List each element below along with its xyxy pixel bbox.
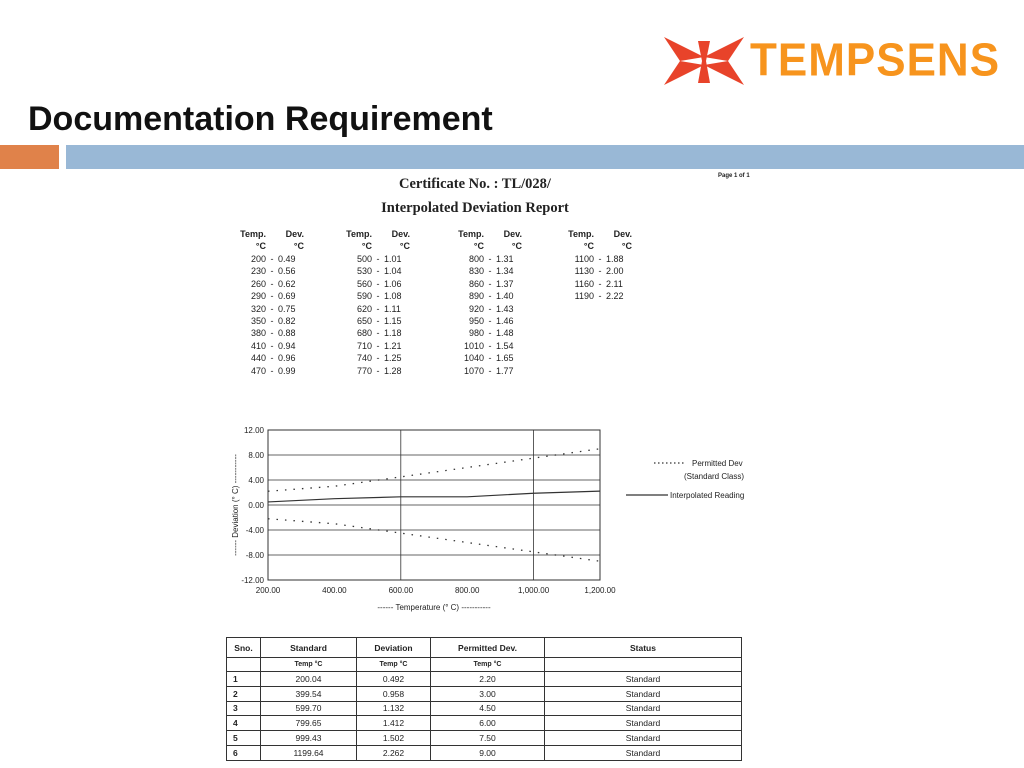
header-deviation: Deviation (357, 638, 431, 658)
deviation-temp: 290 (250, 291, 266, 302)
deviation-temp: 1070 (463, 365, 484, 376)
summary-row (227, 716, 742, 731)
deviation-header-temp: °C (473, 241, 484, 251)
deviation-units (232, 241, 312, 253)
deviation-dash: - (488, 365, 492, 376)
y-tick-label: 0.00 (248, 501, 264, 510)
deviation-value: 1.43 (496, 303, 514, 314)
deviation-chart (228, 420, 768, 618)
deviation-row (450, 352, 530, 364)
x-tick-label: 200.00 (255, 586, 281, 595)
deviation-temp: 920 (468, 303, 484, 314)
deviation-row (338, 290, 418, 302)
standard-cell: 999.43 (261, 731, 357, 746)
deviation-header-dev: °C (293, 241, 304, 251)
deviation-temp: 1190 (574, 291, 594, 302)
status-cell: Standard (545, 716, 742, 731)
deviation-temp: 680 (356, 328, 372, 339)
y-tick-label: 4.00 (248, 476, 264, 485)
deviation-cell: 1.132 (357, 701, 431, 716)
deviation-value: 1.40 (496, 291, 514, 302)
logo-text: TEMPSENS (750, 34, 1001, 87)
deviation-value: 1.54 (496, 340, 514, 351)
standard-cell: 799.65 (261, 716, 357, 731)
deviation-temp: 590 (356, 291, 372, 302)
deviation-row (560, 253, 640, 265)
deviation-row (232, 352, 312, 364)
deviation-value: 2.00 (606, 266, 624, 277)
deviation-row (232, 315, 312, 327)
deviation-cell: 1.412 (357, 716, 431, 731)
unit-cell (545, 658, 742, 672)
deviation-temp: 1160 (574, 278, 594, 289)
deviation-temp: 650 (356, 315, 372, 326)
deviation-temp: 350 (250, 315, 266, 326)
deviation-dash: - (488, 278, 492, 289)
deviation-column (232, 229, 312, 377)
deviation-temp: 320 (250, 303, 266, 314)
status-cell: Standard (545, 701, 742, 716)
x-tick-label: 600.00 (388, 586, 414, 595)
tempsens-star-icon (662, 37, 746, 85)
deviation-dash: - (270, 303, 274, 314)
deviation-value: 1.06 (384, 278, 402, 289)
y-axis-label: ------ Deviation (° C) ----------- (231, 454, 240, 556)
permitted-dev-cell: 2.20 (431, 672, 545, 687)
status-cell: Standard (545, 745, 742, 760)
summary-row (227, 745, 742, 760)
x-tick-label: 800.00 (454, 586, 480, 595)
unit-cell: Temp °C (261, 658, 357, 672)
deviation-dash: - (488, 340, 492, 351)
unit-cell: Temp °C (431, 658, 545, 672)
deviation-dash: - (270, 278, 274, 289)
permitted-dev-cell: 4.50 (431, 701, 545, 716)
deviation-temp: 1100 (574, 254, 594, 264)
deviation-temp: 950 (468, 315, 484, 326)
deviation-header (338, 229, 418, 241)
summary-row (227, 672, 742, 687)
deviation-value: 1.11 (384, 303, 401, 314)
deviation-units (338, 241, 418, 253)
sno-cell: 1 (227, 672, 261, 687)
deviation-column (338, 229, 418, 377)
y-tick-label: -4.00 (245, 526, 264, 535)
summary-unit-row (227, 658, 742, 672)
unit-cell (227, 658, 261, 672)
chart-svg (228, 420, 768, 618)
y-tick-label: 8.00 (248, 451, 264, 460)
header-standard: Standard (261, 638, 357, 658)
summary-table (226, 637, 742, 761)
summary-row (227, 731, 742, 746)
deviation-temp: 410 (250, 340, 266, 351)
page-number: Page 1 of 1 (718, 173, 750, 179)
sno-cell: 5 (227, 731, 261, 746)
deviation-dash: - (270, 291, 274, 302)
deviation-value: 0.99 (278, 365, 296, 376)
deviation-dash: - (488, 266, 492, 277)
deviation-dash: - (376, 303, 380, 314)
deviation-dash: - (488, 315, 492, 326)
series-interpolated-reading (268, 491, 600, 502)
deviation-row (232, 253, 312, 265)
deviation-header-temp: °C (583, 241, 594, 251)
sno-cell: 2 (227, 686, 261, 701)
deviation-row (450, 315, 530, 327)
deviation-value: 0.69 (278, 291, 296, 302)
deviation-temp: 1040 (463, 353, 484, 364)
deviation-row (560, 278, 640, 290)
standard-cell: 399.54 (261, 686, 357, 701)
deviation-dash: - (376, 340, 380, 351)
slide-title: Documentation Requirement (28, 100, 493, 138)
deviation-row (560, 290, 640, 302)
deviation-row (338, 278, 418, 290)
deviation-temp: 770 (356, 365, 372, 376)
permitted-dev-cell: 6.00 (431, 716, 545, 731)
deviation-dash: - (270, 266, 274, 277)
deviation-dash: - (488, 303, 492, 314)
deviation-value: 2.11 (606, 278, 623, 289)
deviation-row (338, 303, 418, 315)
deviation-cell: 0.958 (357, 686, 431, 701)
deviation-temp: 560 (356, 278, 372, 289)
deviation-row (232, 290, 312, 302)
deviation-value: 0.88 (278, 328, 296, 339)
deviation-dash: - (376, 266, 380, 277)
deviation-temp: 530 (356, 266, 372, 277)
summary-row (227, 686, 742, 701)
deviation-temp: 1130 (574, 266, 594, 277)
deviation-row (338, 340, 418, 352)
permitted-dev-cell: 7.50 (431, 731, 545, 746)
deviation-temp: 740 (356, 353, 372, 364)
deviation-value: 0.62 (278, 278, 296, 289)
header-sno: Sno. (227, 638, 261, 658)
deviation-temp: 260 (250, 278, 266, 289)
deviation-value: 1.15 (384, 315, 402, 326)
deviation-dash: - (376, 278, 380, 289)
deviation-units (450, 241, 530, 253)
deviation-row (450, 303, 530, 315)
deviation-dash: - (488, 254, 492, 264)
deviation-header-dev: Dev. (391, 229, 410, 239)
deviation-header-dev: Dev. (503, 229, 522, 239)
status-cell: Standard (545, 686, 742, 701)
deviation-row (450, 278, 530, 290)
deviation-value: 1.88 (606, 254, 624, 264)
deviation-temp: 230 (250, 266, 266, 277)
deviation-temp: 620 (356, 303, 372, 314)
deviation-temp: 500 (356, 254, 372, 264)
deviation-value: 1.37 (496, 278, 514, 289)
deviation-dash: - (270, 365, 274, 376)
deviation-temp: 980 (468, 328, 484, 339)
deviation-value: 0.56 (278, 266, 296, 277)
x-tick-label: 1,200.00 (584, 586, 616, 595)
deviation-dash: - (376, 291, 380, 302)
deviation-dash: - (376, 328, 380, 339)
deviation-value: 1.77 (496, 365, 514, 376)
deviation-value: 0.75 (278, 303, 296, 314)
deviation-row (338, 315, 418, 327)
deviation-dash: - (376, 353, 380, 364)
deviation-value: 0.82 (278, 315, 296, 326)
deviation-dash: - (270, 353, 274, 364)
deviation-header-dev: Dev. (285, 229, 304, 239)
deviation-row (232, 303, 312, 315)
deviation-header-temp: °C (361, 241, 372, 251)
deviation-row (232, 278, 312, 290)
deviation-value: 1.31 (496, 254, 514, 264)
legend-label-permitted-dev: Permitted Dev (692, 459, 743, 468)
deviation-header-temp: Temp. (568, 229, 594, 239)
deviation-temp: 800 (468, 254, 484, 264)
deviation-value: 1.04 (384, 266, 402, 277)
deviation-header-dev: Dev. (613, 229, 632, 239)
deviation-cell: 1.502 (357, 731, 431, 746)
deviation-header-temp: Temp. (240, 229, 266, 239)
deviation-header (450, 229, 530, 241)
deviation-dash: - (488, 328, 492, 339)
deviation-units (560, 241, 640, 253)
deviation-row (338, 352, 418, 364)
legend-label-permitted-dev-class: (Standard Class) (684, 472, 745, 481)
y-tick-label: -12.00 (241, 576, 264, 585)
y-tick-label: 12.00 (243, 426, 264, 435)
deviation-dash: - (376, 254, 380, 264)
deviation-row (232, 265, 312, 277)
deviation-value: 1.01 (384, 254, 402, 264)
deviation-cell: 0.492 (357, 672, 431, 687)
deviation-value: 1.08 (384, 291, 402, 302)
deviation-temp: 440 (250, 353, 266, 364)
permitted-dev-cell: 9.00 (431, 745, 545, 760)
certificate-number: Certificate No. : TL/028/ (399, 176, 551, 192)
deviation-row (450, 327, 530, 339)
sno-cell: 4 (227, 716, 261, 731)
deviation-column (560, 229, 640, 303)
deviation-temp: 860 (468, 278, 484, 289)
deviation-temp: 380 (250, 328, 266, 339)
x-tick-label: 400.00 (322, 586, 347, 595)
deviation-cell: 2.262 (357, 745, 431, 760)
deviation-row (338, 327, 418, 339)
legend-label-interpolated: Interpolated Reading (670, 491, 745, 500)
header-permitted-dev: Permitted Dev. (431, 638, 545, 658)
deviation-dash: - (376, 315, 380, 326)
deviation-header-dev: °C (511, 241, 522, 251)
deviation-row (450, 253, 530, 265)
deviation-temp: 470 (250, 365, 266, 376)
sno-cell: 6 (227, 745, 261, 760)
y-tick-label: -8.00 (245, 551, 264, 560)
deviation-dash: - (270, 254, 274, 264)
accent-bar-orange (0, 145, 59, 169)
deviation-value: 1.48 (496, 328, 514, 339)
deviation-row (338, 253, 418, 265)
standard-cell: 1199.64 (261, 745, 357, 760)
deviation-value: 0.94 (278, 340, 296, 351)
header-status: Status (545, 638, 742, 658)
deviation-header (560, 229, 640, 241)
tempsens-logo (662, 36, 1000, 86)
status-cell: Standard (545, 672, 742, 687)
sno-cell: 3 (227, 701, 261, 716)
deviation-temp: 830 (468, 266, 484, 277)
deviation-dash: - (598, 291, 602, 302)
permitted-dev-cell: 3.00 (431, 686, 545, 701)
status-cell: Standard (545, 731, 742, 746)
deviation-dash: - (270, 328, 274, 339)
deviation-dash: - (598, 254, 602, 264)
deviation-temp: 710 (356, 340, 372, 351)
deviation-row (338, 365, 418, 377)
deviation-header-dev: °C (399, 241, 410, 251)
summary-header-row (227, 638, 742, 658)
x-tick-label: 1,000.00 (518, 586, 550, 595)
deviation-dash: - (270, 340, 274, 351)
deviation-temp: 200 (250, 254, 266, 264)
deviation-row (338, 265, 418, 277)
standard-cell: 599.70 (261, 701, 357, 716)
deviation-value: 1.28 (384, 365, 402, 376)
deviation-temp: 1010 (463, 340, 484, 351)
deviation-dash: - (598, 266, 602, 277)
deviation-header-temp: Temp. (346, 229, 372, 239)
deviation-column (450, 229, 530, 377)
deviation-header-temp: °C (255, 241, 266, 251)
standard-cell: 200.04 (261, 672, 357, 687)
deviation-value: 1.25 (384, 353, 402, 364)
accent-bar-blue (66, 145, 1024, 169)
deviation-dash: - (598, 278, 602, 289)
deviation-value: 1.34 (496, 266, 514, 277)
deviation-value: 0.96 (278, 353, 296, 364)
unit-cell: Temp °C (357, 658, 431, 672)
summary-body (227, 672, 742, 761)
deviation-header-dev: °C (621, 241, 632, 251)
deviation-dash: - (376, 365, 380, 376)
deviation-row (450, 340, 530, 352)
deviation-value: 2.22 (606, 291, 624, 302)
deviation-row (560, 265, 640, 277)
x-axis-label: ------ Temperature (° C) ----------- (377, 603, 491, 612)
deviation-value: 0.49 (278, 254, 296, 264)
deviation-value: 1.21 (384, 340, 402, 351)
deviation-row (450, 265, 530, 277)
deviation-row (450, 290, 530, 302)
deviation-value: 1.46 (496, 315, 514, 326)
deviation-value: 1.18 (384, 328, 402, 339)
deviation-dash: - (270, 315, 274, 326)
deviation-value: 1.65 (496, 353, 514, 364)
deviation-row (232, 327, 312, 339)
deviation-row (232, 365, 312, 377)
deviation-header-temp: Temp. (458, 229, 484, 239)
deviation-row (450, 365, 530, 377)
deviation-row (232, 340, 312, 352)
report-title: Interpolated Deviation Report (381, 200, 569, 216)
deviation-dash: - (488, 291, 492, 302)
deviation-temp: 890 (468, 291, 484, 302)
summary-row (227, 701, 742, 716)
deviation-header (232, 229, 312, 241)
deviation-dash: - (488, 353, 492, 364)
